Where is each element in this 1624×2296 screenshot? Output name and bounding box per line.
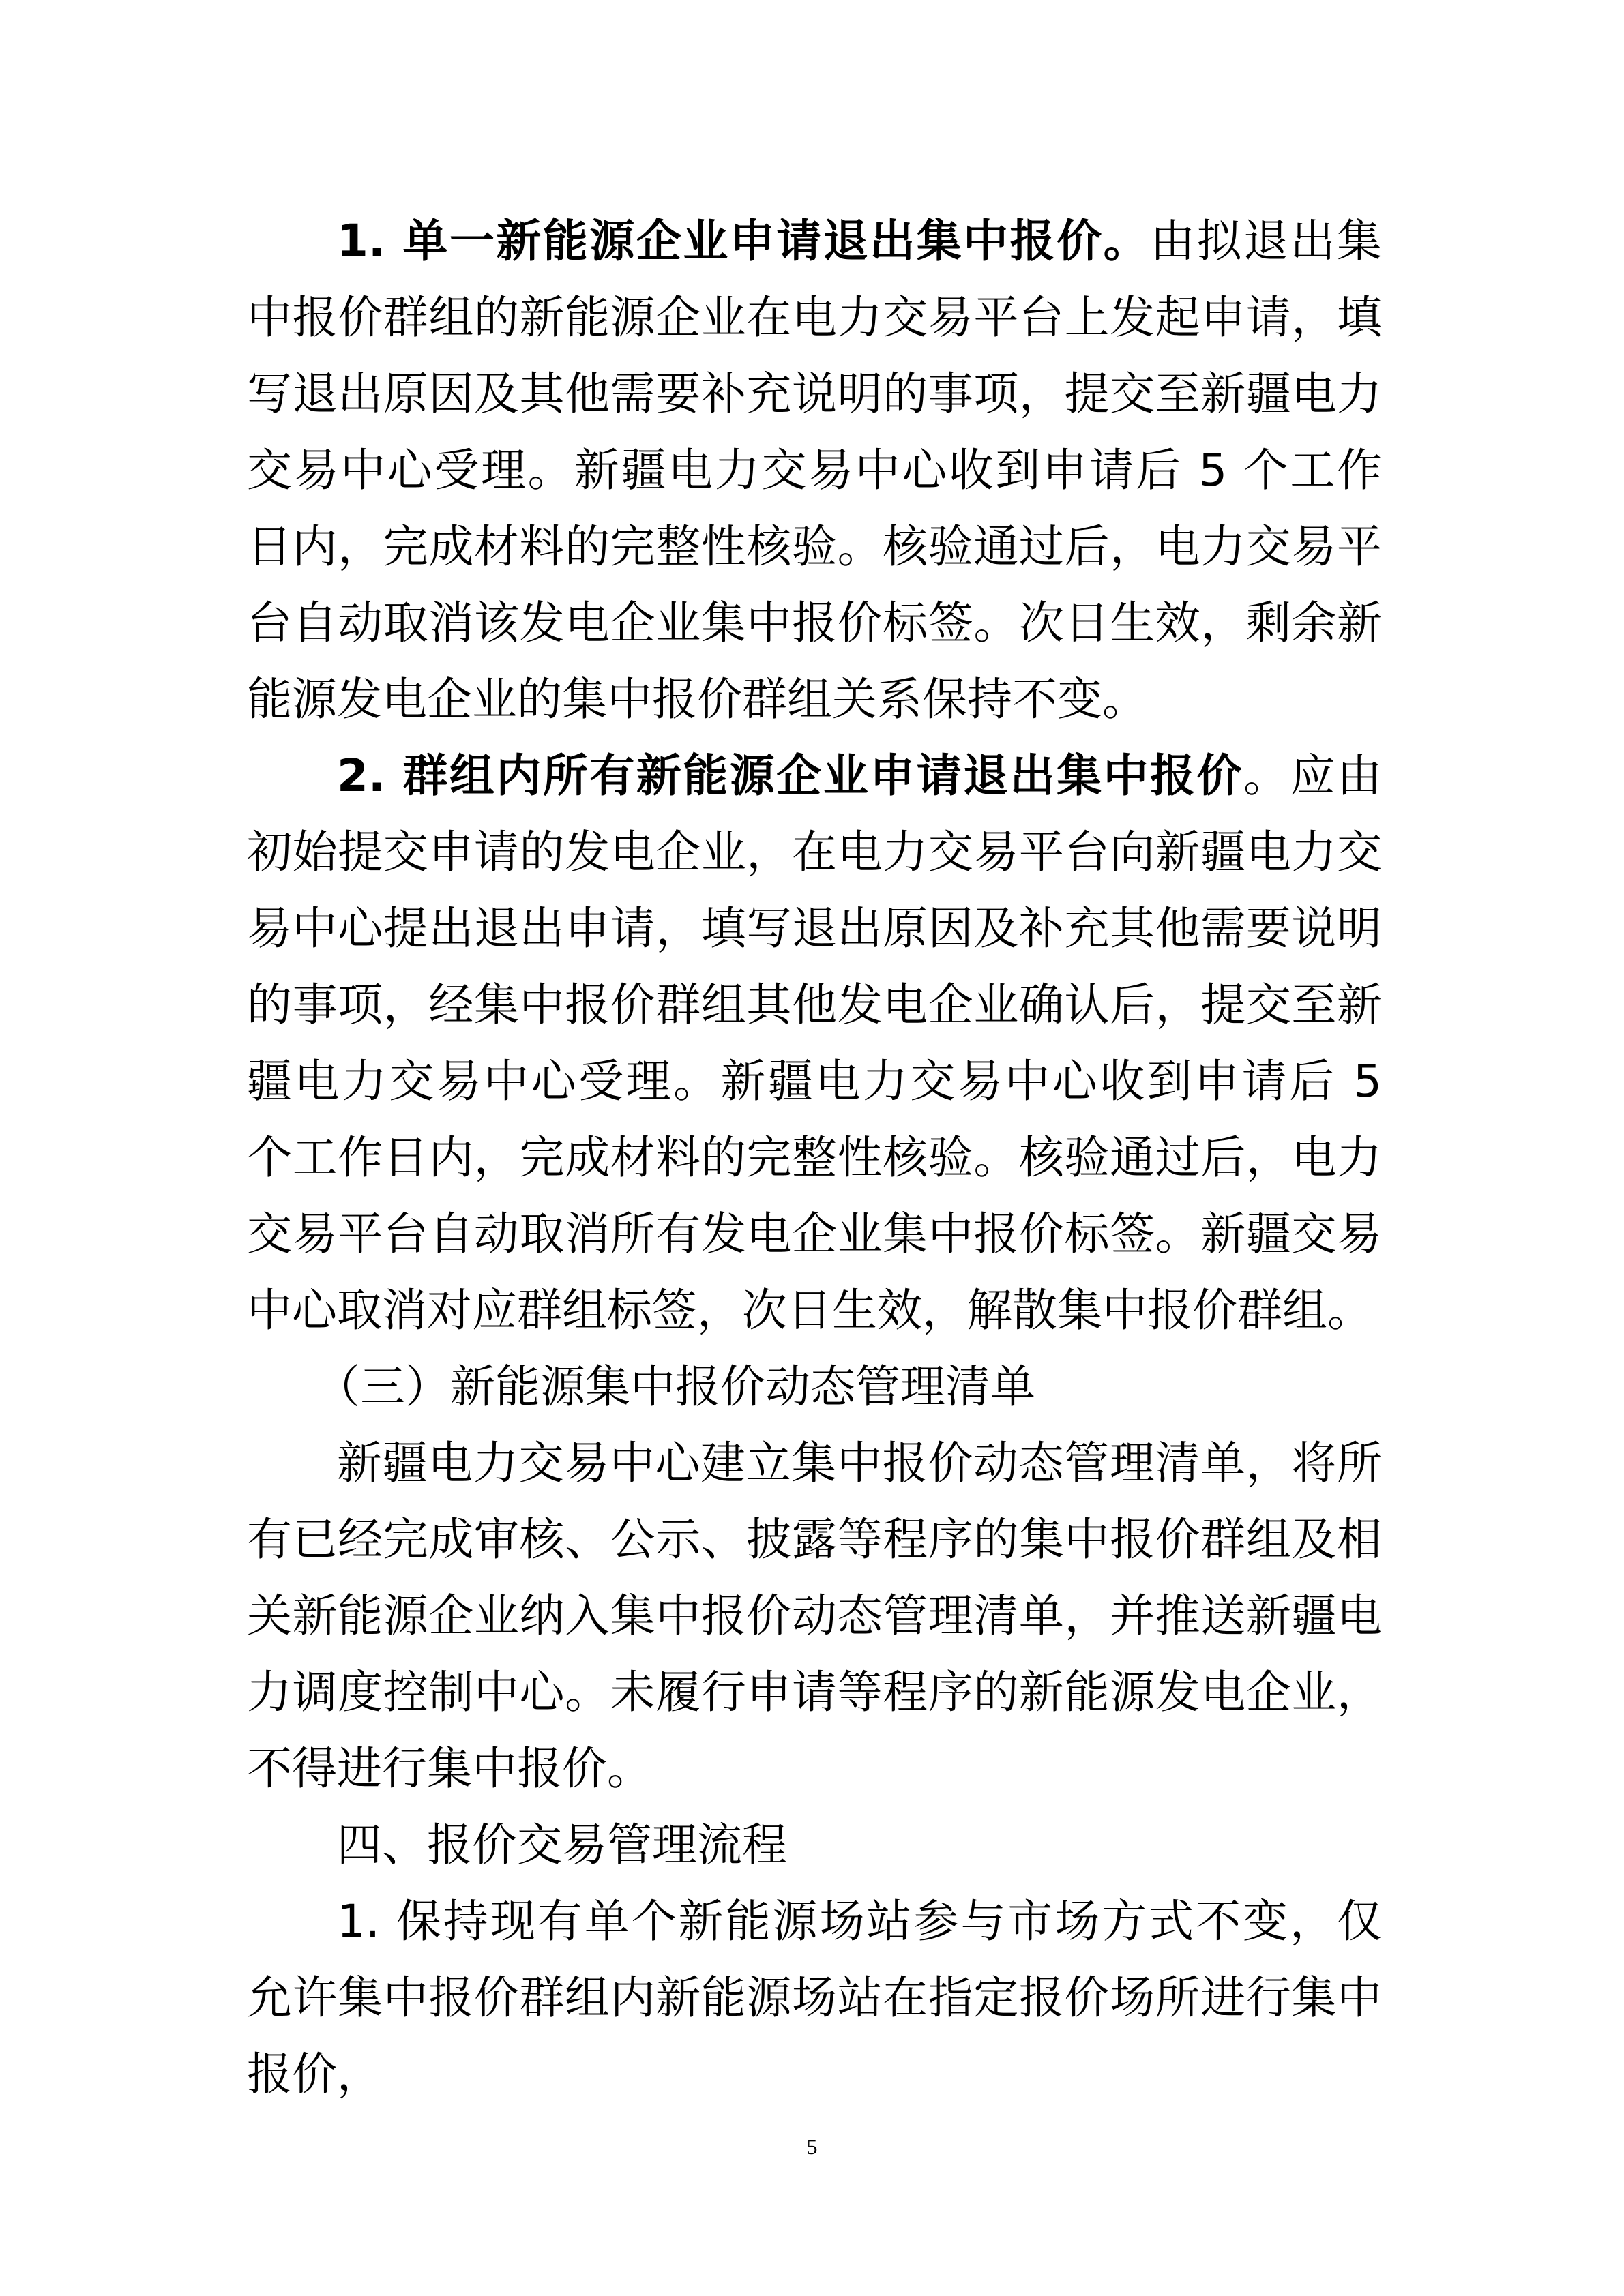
paragraph-trading-process: 1. 保持现有单个新能源场站参与市场方式不变，仅允许集中报价群组内新能源场站在指定报价场所进行集中报价， xyxy=(247,1895,1382,2100)
section-subheading: （三）新能源集中报价动态管理清单 xyxy=(315,1360,1035,1413)
paragraph-single-exit-lead: 1. 单一新能源企业申请退出集中报价。 xyxy=(337,215,1151,267)
document-body xyxy=(247,203,1382,2113)
paragraph-single-exit-body: 由拟退出集中报价群组的新能源企业在电力交易平台上发起申请，填写退出原因及其他需要补充说明的事项，提交至新疆电力交易中心受理。新疆电力交易中心收到申请后 5 个工作日内，完成材料的完整性核验。核验通过后，电力交易平台自动取消该发电企业集中报价标签。次日生效，剩余新能源发电企业的集中报价群组关系保持不变。 xyxy=(247,215,1383,726)
section-heading: 四、报价交易管理流程 xyxy=(337,1819,787,1871)
paragraph-group-exit xyxy=(247,738,1382,1349)
paragraph-management-list: 新疆电力交易中心建立集中报价动态管理清单，将所有已经完成审核、公示、披露等程序的集中报价群组及相关新能源企业纳入集中报价动态管理清单，并推送新疆电力调度控制中心。未履行申请等程序的新能源发电企业，不得进行集中报价。 xyxy=(247,1437,1382,1795)
page-number: 5 xyxy=(806,2134,818,2159)
paragraph-single-exit xyxy=(247,203,1382,738)
paragraph-group-exit-body: 。应由初始提交申请的发电企业，在电力交易平台向新疆电力交易中心提出退出申请，填写退出原因及补充其他需要说明的事项，经集中报价群组其他发电企业确认后，提交至新疆电力交易中心受理。新疆电力交易中心收到申请后 5 个工作日内，完成材料的完整性核验。核验通过后，电力交易平台自动取消所有发电企业集中报价标签。新疆交易中心取消对应群组标签，次日生效，解散集中报价群组。 xyxy=(247,749,1383,1337)
paragraph-group-exit-lead: 2. 群组内所有新能源企业申请退出集中报价 xyxy=(337,749,1244,802)
